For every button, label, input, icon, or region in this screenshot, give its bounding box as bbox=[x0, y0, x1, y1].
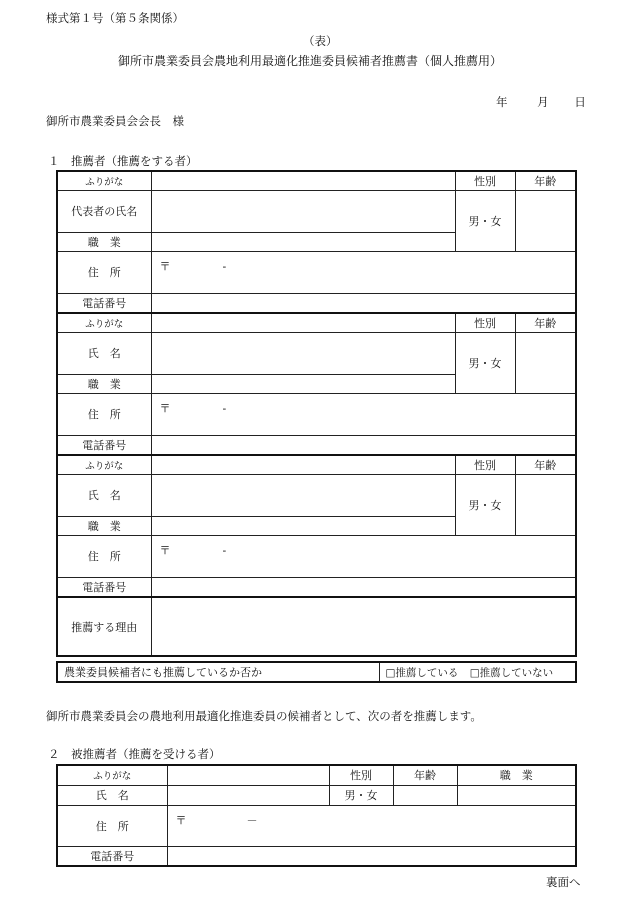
r1-phone-field[interactable] bbox=[151, 293, 576, 313]
postal-mark: 〒 bbox=[159, 259, 171, 273]
nominee-furigana-field[interactable] bbox=[167, 765, 329, 785]
continue-on-back: 裏面へ bbox=[546, 875, 581, 889]
date-line bbox=[496, 94, 586, 110]
also-recommend-table bbox=[56, 661, 577, 683]
reason-label: 推薦する理由 bbox=[57, 597, 151, 656]
r3-gender-header: 性別 bbox=[455, 455, 515, 474]
r2-gender-header: 性別 bbox=[455, 313, 515, 332]
r3-furigana-label: ふりがな bbox=[57, 455, 151, 474]
recommendation-statement: 御所市農業委員会の農地利用最適化推進委員の候補者として、次の者を推薦します。 bbox=[46, 709, 482, 723]
nominee-furigana-label: ふりがな bbox=[57, 765, 167, 785]
nominee-address-label: 住 所 bbox=[57, 805, 167, 846]
r3-age-header: 年齢 bbox=[515, 455, 576, 474]
addressee: 御所市農業委員会会長 様 bbox=[46, 114, 184, 128]
r1-rep-name-label: 代表者の氏名 bbox=[57, 190, 151, 232]
page-side-label: （表） bbox=[303, 34, 338, 48]
r1-furigana-field[interactable] bbox=[151, 171, 455, 190]
form-number: 様式第１号（第５条関係） bbox=[46, 11, 184, 25]
section1-heading: １ 推薦者（推薦をする者） bbox=[48, 154, 198, 168]
nominee-age-field[interactable] bbox=[393, 785, 457, 805]
document-title: 御所市農業委員会農地利用最適化推進委員候補者推薦書（個人推薦用） bbox=[118, 54, 503, 68]
r1-gender-header: 性別 bbox=[455, 171, 515, 190]
section2-heading: ２ 被推薦者（推薦を受ける者） bbox=[48, 747, 221, 761]
nominee-occupation-field[interactable] bbox=[457, 785, 576, 805]
r1-occupation-field[interactable] bbox=[151, 232, 455, 251]
r1-name-field[interactable] bbox=[151, 190, 455, 232]
r3-gender-value[interactable]: 男・女 bbox=[455, 474, 515, 535]
also-recommend-options bbox=[379, 662, 576, 682]
r2-occupation-label: 職 業 bbox=[57, 374, 151, 393]
nominee-gender-value[interactable]: 男・女 bbox=[329, 785, 393, 805]
postal-dash: - bbox=[222, 259, 227, 273]
nominee-age-header: 年齢 bbox=[393, 765, 457, 785]
r2-phone-label: 電話番号 bbox=[57, 435, 151, 455]
nominee-phone-label: 電話番号 bbox=[57, 846, 167, 866]
nominee-name-label: 氏 名 bbox=[57, 785, 167, 805]
r1-address-label: 住 所 bbox=[57, 251, 151, 293]
nominee-gender-header: 性別 bbox=[329, 765, 393, 785]
r1-occupation-label: 職 業 bbox=[57, 232, 151, 251]
r2-age-header: 年齢 bbox=[515, 313, 576, 332]
r1-address-field[interactable] bbox=[151, 251, 576, 293]
date-month-label: 月 bbox=[537, 95, 549, 109]
r1-phone-label: 電話番号 bbox=[57, 293, 151, 313]
r3-address-label: 住 所 bbox=[57, 535, 151, 577]
r1-age-field[interactable] bbox=[515, 190, 576, 251]
r3-occupation-label: 職 業 bbox=[57, 516, 151, 535]
r2-furigana-field[interactable] bbox=[151, 313, 455, 332]
option-recommending-checkbox[interactable]: □推薦している bbox=[385, 666, 459, 679]
r2-name-field[interactable] bbox=[151, 332, 455, 374]
postal-mark: 〒 bbox=[159, 401, 171, 415]
r2-address-field[interactable] bbox=[151, 393, 576, 435]
r2-furigana-label: ふりがな bbox=[57, 313, 151, 332]
r3-address-field[interactable] bbox=[151, 535, 576, 577]
date-year-label: 年 bbox=[496, 95, 508, 109]
postal-mark: 〒 bbox=[175, 813, 187, 827]
postal-dash: - bbox=[222, 401, 227, 415]
r2-name-label: 氏 名 bbox=[57, 332, 151, 374]
nominee-name-field[interactable] bbox=[167, 785, 329, 805]
r2-occupation-field[interactable] bbox=[151, 374, 455, 393]
recommender-table bbox=[56, 170, 577, 657]
r2-address-label: 住 所 bbox=[57, 393, 151, 435]
r3-name-field[interactable] bbox=[151, 474, 455, 516]
r3-age-field[interactable] bbox=[515, 474, 576, 535]
r1-furigana-label: ふりがな bbox=[57, 171, 151, 190]
date-day-label: 日 bbox=[574, 95, 586, 109]
postal-dash: － bbox=[246, 813, 258, 827]
postal-dash: - bbox=[222, 543, 227, 557]
nominee-table bbox=[56, 764, 577, 867]
reason-field[interactable] bbox=[151, 597, 576, 656]
r3-furigana-field[interactable] bbox=[151, 455, 455, 474]
r2-phone-field[interactable] bbox=[151, 435, 576, 455]
r3-phone-field[interactable] bbox=[151, 577, 576, 597]
r1-age-header: 年齢 bbox=[515, 171, 576, 190]
r1-gender-value[interactable]: 男・女 bbox=[455, 190, 515, 251]
r3-phone-label: 電話番号 bbox=[57, 577, 151, 597]
r3-occupation-field[interactable] bbox=[151, 516, 455, 535]
nominee-phone-field[interactable] bbox=[167, 846, 576, 866]
option-not-recommending-checkbox[interactable]: □推薦していない bbox=[469, 666, 554, 679]
nominee-occupation-header: 職 業 bbox=[457, 765, 576, 785]
r3-name-label: 氏 名 bbox=[57, 474, 151, 516]
postal-mark: 〒 bbox=[159, 543, 171, 557]
nominee-address-field[interactable] bbox=[167, 805, 576, 846]
r2-gender-value[interactable]: 男・女 bbox=[455, 332, 515, 393]
also-recommend-label: 農業委員候補者にも推薦しているか否か bbox=[57, 662, 379, 682]
r2-age-field[interactable] bbox=[515, 332, 576, 393]
